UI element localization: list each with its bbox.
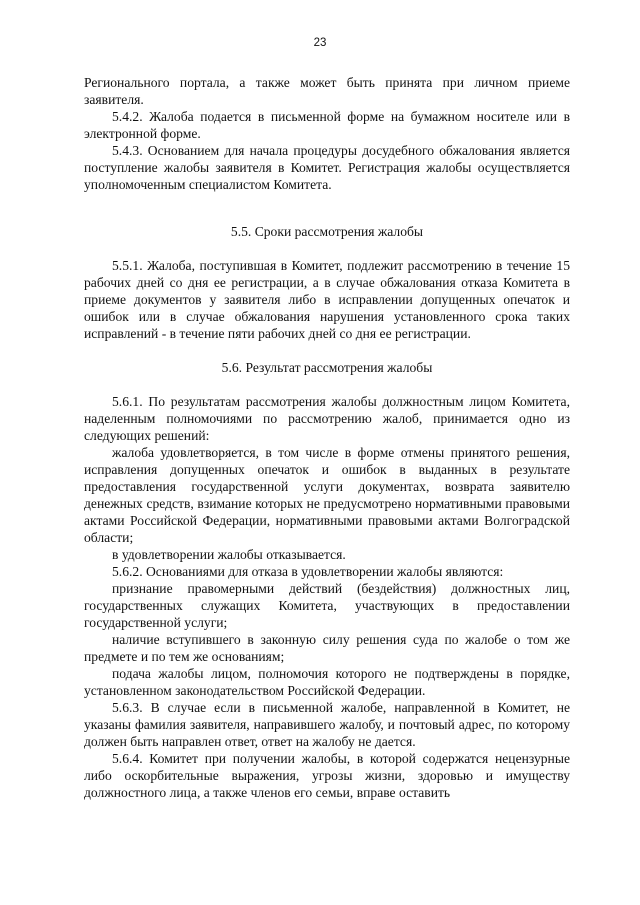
- paragraph-ground-lawful: признание правомерными действий (бездействия) должностных лиц, государственных служащих Комитета, участвующих в предоставлении государственной услуги;: [84, 581, 570, 630]
- spacer: [84, 376, 570, 393]
- paragraph-continuation: Регионального портала, а также может быть принята при личном приеме заявителя.: [84, 75, 570, 107]
- paragraph-decision-satisfied: жалоба удовлетворяется, в том числе в форме отмены принятого решения, исправления допущенных опечаток и ошибок в выданных в результате предоставления государственной услуги документах, возврата заявителю денежных средств, взимание которых не предусмотрено нормативными правовыми актами Российской Федерации, нормативными правовыми актами Волгоградской области;: [84, 445, 570, 545]
- paragraph-ground-court: наличие вступившего в законную силу решения суда по жалобе о том же предмете и по тем же основаниям;: [84, 632, 570, 664]
- paragraph-decision-refused: в удовлетворении жалобы отказывается.: [112, 547, 346, 562]
- paragraph-5-6-3: 5.6.3. В случае если в письменной жалобе, направленной в Комитет, не указаны фамилия заявителя, направившего жалобу, и почтовый адрес, по которому должен быть направлен ответ, ответ на жалобу не дается.: [84, 700, 570, 749]
- paragraph-5-6-1: 5.6.1. По результатам рассмотрения жалобы должностным лицом Комитета, наделенным полномочиями по рассмотрению жалоб, принимается одно из следующих решений:: [84, 394, 570, 443]
- section-heading-5-6: 5.6. Результат рассмотрения жалобы: [221, 360, 433, 375]
- spacer: [84, 193, 570, 223]
- paragraph-5-6-2: 5.6.2. Основаниями для отказа в удовлетворении жалобы являются:: [112, 564, 504, 579]
- paragraph-ground-authority: подача жалобы лицом, полномочия которого не подтверждены в порядке, установленном законодательством Российской Федерации.: [84, 666, 570, 698]
- paragraph-5-5-1: 5.5.1. Жалоба, поступившая в Комитет, подлежит рассмотрению в течение 15 рабочих дней со дня ее регистрации, а в случае обжалования отказа Комитета в приеме документов у заявителя либо в исправлении допущенных опечаток и ошибок или в случае обжалования нарушения установленного срока таких исправлений - в течение пяти рабочих дней со дня ее регистрации.: [84, 258, 570, 341]
- paragraph-5-6-4: 5.6.4. Комитет при получении жалобы, в которой содержатся нецензурные либо оскорбительные выражения, угрозы жизни, здоровью и имуществу должностного лица, а также членов его семьи, вправе оставить: [84, 751, 570, 800]
- paragraph-5-4-3: 5.4.3. Основанием для начала процедуры досудебного обжалования является поступление жалобы заявителя в Комитет. Регистрация жалобы осуществляется уполномоченным специалистом Комитета.: [84, 143, 570, 192]
- spacer: [84, 240, 570, 257]
- paragraph-5-4-2: 5.4.2. Жалоба подается в письменной форме на бумажном носителе или в электронной форме.: [84, 109, 570, 141]
- document-body: [84, 74, 570, 801]
- spacer: [84, 342, 570, 359]
- page-number: 23: [313, 37, 327, 49]
- section-heading-5-5: 5.5. Сроки рассмотрения жалобы: [230, 224, 424, 239]
